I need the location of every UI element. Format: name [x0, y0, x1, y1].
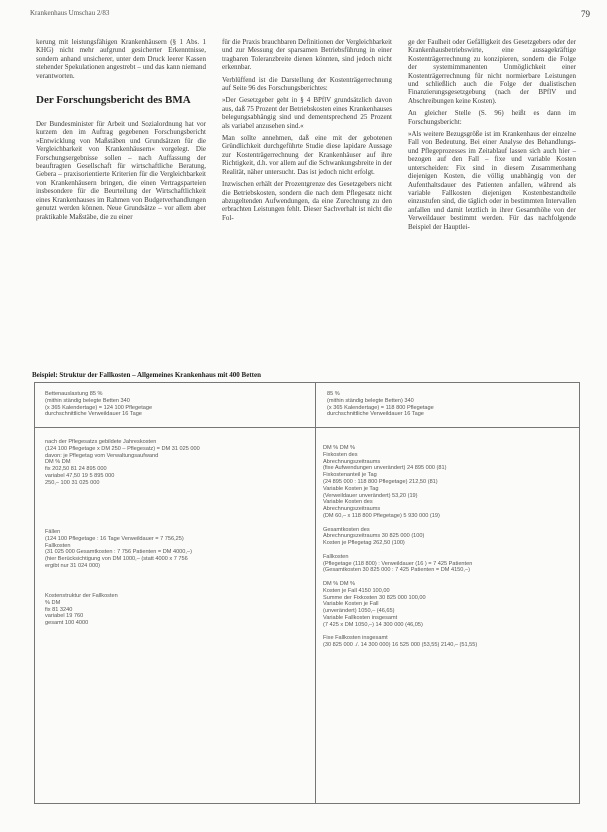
paragraph: ge der Faulheit oder Gefälligkeit des Gesetzgebers oder der Krankenhausbetriebswirte, eine aussagekräftige Kostenträgerrechnung zu konzipieren, sondern die Folge der systemimmanenten Unmöglichkeit einer Kostenträgerrechnung für nicht normierbare Leistungen und schließlich auch die Folge der dualistischen Finanzierungsgesetzgebung (nach der BPflV und Abschreibungen keine Kosten).	[408, 38, 576, 105]
table-line: Fällen	[45, 529, 61, 535]
table-line: fix 202,50 81 24 895 000	[45, 466, 107, 473]
table-line: (unverändert) 1050,– (46,65)	[323, 608, 395, 615]
table-line	[323, 547, 477, 554]
table-line: (fixe Aufwendungen unverändert) 24 895 000 (81)	[323, 465, 447, 472]
table-line: (31 025 000 Gesamtkosten : 7 756 Patienten = DM 4000,–)	[45, 549, 192, 556]
table-line	[323, 520, 477, 527]
table-line: (mithin ständig belegte Betten 340	[45, 397, 130, 404]
table-divider	[315, 383, 316, 803]
text-column-2	[222, 38, 392, 226]
paragraph: Man sollte annehmen, daß eine mit der gebotenen Gründlichkeit durchgeführte Studie diese lapidare Aussage zur Kostenträgerrechnung der Krankenhäuser auf ihre Richtigkeit, d.h. vor allem auf die Schwankungsbreite in der Realität, näher untersucht. Das ist jedoch nicht erfolgt.	[222, 134, 392, 176]
table-line: % DM	[45, 599, 61, 606]
table-line: nach der Pflegesatzs gebildete Jahreskosten	[45, 439, 157, 445]
running-title: Krankenhaus Umschau 2/83	[30, 9, 110, 17]
table-line: (7 425 x DM 1050,–) 14 300 000 (46,05)	[323, 621, 423, 628]
table-line: (24 895 000 : 118 800 Pflegetage) 212,50 (81)	[323, 478, 438, 485]
quote-paragraph: »Der Gesetzgeber geht in § 4 BPflV grundsätzlich davon aus, daß 75 Prozent der Betriebskosten eines Krankenhauses belegungsabhängig sind und dementsprechend 25 Prozent als variabel anzusehen sind.«	[222, 96, 392, 130]
table-line: Kostenstruktur der Fallkosten	[45, 593, 118, 599]
table-divider	[35, 427, 579, 428]
table-line: Kosten je Fall 4150 100,00	[323, 587, 390, 594]
table-line: Variable Kosten je Fall	[323, 601, 379, 608]
paragraph: Verblüffend ist die Darstellung der Kostenträgerrechnung auf Seite 96 des Forschungsberichtes:	[222, 75, 392, 93]
table-line	[323, 629, 477, 636]
table-line: variabel 19 760	[45, 613, 84, 620]
table-line: Fixe Fallkosten insgesamt	[323, 635, 388, 642]
table-line: Bettenauslastung 85 %	[45, 391, 103, 397]
table-line: (Gesamtkosten 30 825 000 : 7 425 Patienten = DM 4150,–)	[323, 567, 470, 574]
table-line: davon: je Pflegetag vom Verwaltungsaufwand	[45, 452, 159, 459]
fallkosten-table	[34, 382, 580, 804]
paragraph: Inzwischen erhält der Prozentgrenze des Gesetzgebers nicht die Betriebskosten, sondern die nach dem Pflegesatz nicht abzugeltenden Aufwendungen, da eine Zurechnung zu den erbrachten Leistungen fehlt. Dieser Sachverhalt ist nicht die Fol-	[222, 180, 392, 222]
table-line: gesamt 100 4000	[45, 620, 89, 627]
table-title: Beispiel: Struktur der Fallkosten – Allgemeines Krankenhaus mit 400 Betten	[32, 371, 261, 379]
table-line: DM % DM	[45, 459, 71, 466]
page-header	[30, 9, 590, 23]
table-line: Fixkostenanteil je Tag	[323, 472, 377, 479]
table-line: 85 %	[327, 391, 340, 397]
paragraph: An gleicher Stelle (S. 96) heißt es dann im Forschungsbericht:	[408, 109, 576, 126]
left-top-block	[45, 391, 152, 418]
table-line: (124 100 Pflegetage : 16 Tage Verweildauer = 7 756,25)	[45, 535, 184, 542]
table-line: (30 825 000 ./. 14 300 000) 16 525 000 (53,55) 2140,– (51,55)	[323, 642, 478, 649]
right-main-block	[323, 445, 477, 649]
section-heading: Der Forschungsbericht des BMA	[36, 94, 191, 107]
text-column-1	[36, 38, 206, 225]
paragraph: Der Bundesminister für Arbeit und Sozialordnung hat vor kurzem den im Auftrag gegebenen Forschungsbericht »Entwicklung von Maßstäben und Grundsätzen für die Vergleichbarkeit von Krankenhäusern« vorgelegt. Die Forschungsergebnisse sollen – nach Auffassung der beauftragten Gesellschaft für wirtschaftliche Beratung, Gebera – praxisorientierte Kriterien für die Vergleichbarkeit von Krankenhäusern bringen, die einen Vertragsparteien insbesondere für die Beurteilung der Wirtschaftlichkeit eines Krankenhauses im Rahmen von Budgetverhandlungen genutzt werden können. Neue Grundsätze – vor allem aber praktikable Maßstäbe, die zu einer	[36, 120, 206, 221]
table-line: Variable Kosten je Tag	[323, 485, 379, 492]
left-struct-block	[45, 593, 118, 627]
table-line: Fallkosten	[45, 542, 71, 549]
table-line: Gesamtkosten des	[323, 526, 370, 533]
paragraph: kerung mit leistungsfähigen Krankenhäusern (§ 1 Abs. 1 KHG) nicht mehr aufgrund gesicherter Erkenntnisse, sondern anhand unsicherer, unter dem Druck leerer Kassen stehender Spekulationen angestrebt – und das kann niemand verantworten.	[36, 38, 206, 80]
table-line: Variable Kosten des	[323, 499, 373, 506]
paragraph: für die Praxis brauchbaren Definitionen der Vergleichbarkeit und zur Messung der sparsamen Betriebsführung in einer tragbaren Toleranzbreite dienen könnten, sind jedoch nicht erkennbar.	[222, 38, 392, 72]
table-line: Fixkosten des	[323, 451, 358, 458]
page-number: 79	[581, 9, 590, 19]
table-line: (Verweildauer unverändert) 53,20 (19)	[323, 492, 418, 499]
table-line: (Pflegetage (118 800) : Verweildauer (16 ) = 7 425 Patienten	[323, 560, 473, 567]
table-line: DM % DM %	[323, 445, 356, 451]
text-column-3	[408, 38, 576, 235]
table-line: (DM 60,– x 118 800 Pflegetage) 5 930 000 (19)	[323, 512, 440, 519]
table-line: Variable Fallkosten insgesamt	[323, 614, 398, 621]
left-mid-block	[45, 439, 200, 487]
table-line: (hier Berücksichtigung von DM 1000,– (statt 4000 x 7 756	[45, 556, 188, 563]
table-line: (mithin ständig belegte Betten) 340	[327, 397, 414, 404]
table-line: Abrechnungszeitraums 30 825 000 (100)	[323, 533, 425, 540]
table-line: DM % DM %	[323, 580, 356, 587]
table-line: (x 365 Kalendertage) = 118 800 Pflegetage	[327, 404, 434, 411]
table-line	[323, 574, 477, 581]
table-line: variabel 47,50 19 5 895 000	[45, 472, 115, 479]
table-line: Fallkosten	[323, 553, 349, 560]
table-line: (124 100 Pflegetage x DM 250 – Pflegesatz) = DM 31 025 000	[45, 445, 200, 452]
table-line: Summe der Fixkosten 30 825 000 100,00	[323, 594, 426, 601]
table-line: Abrechnungszeitraums	[323, 506, 381, 513]
left-low-block	[45, 529, 192, 570]
table-line: durchschnittliche Verweildauer 16 Tage	[327, 411, 424, 418]
table-line: Abrechnungszeitraums	[323, 458, 381, 465]
table-line: (x 365 Kalendertage) = 124 100 Pflegetage	[45, 404, 153, 411]
table-line: ergibt nur 31 024 000)	[45, 562, 101, 569]
table-line: Kosten je Pflegetag 262,50 (100)	[323, 540, 405, 547]
quote-paragraph: »Als weitere Bezugsgröße ist im Krankenhaus der einzelne Fall von Bedeutung. Bei einer Analyse des Behandlungs- und Pflegeprozesses im Zeitablauf lassen sich auch hier – bezogen auf den Fall – fixe und variable Kosten unterscheiden: Fix sind in diesem Zusammenhang diejenigen Kosten, die völlig unabhängig von der Aufenthaltsdauer des Patienten anfallen, während als variable Fallkosten diejenigen Kostenbestandteile einzustufen sind, die täglich oder in bestimmten Intervallen anfallen und damit letztlich in ihrer Gesamthöhe von der Verweildauer bestimmt werden. Für das nachfolgende Beispiel der Hauptlei-	[408, 130, 576, 231]
table-line: durchschnittliche Verweildauer 16 Tage	[45, 411, 142, 418]
table-line: 250,– 100 31 025 000	[45, 479, 100, 486]
right-top-block	[327, 391, 434, 418]
table-line: fix 81 3240	[45, 606, 73, 613]
